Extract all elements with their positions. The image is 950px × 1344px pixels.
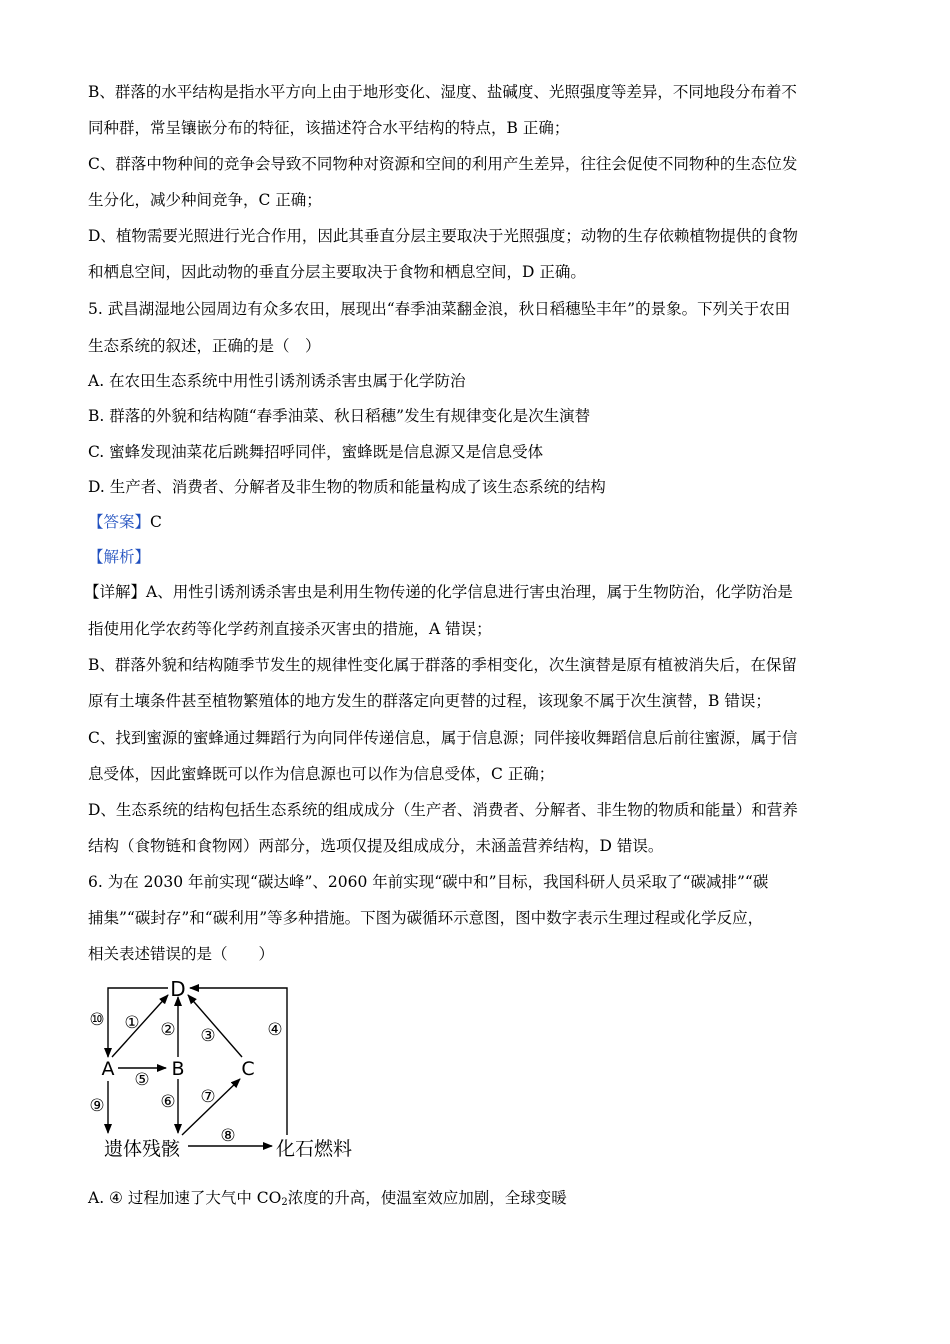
text-line: 生分化，减少种间竞争，C 正确； [88, 191, 322, 209]
option-c: C. 蜜蜂发现油菜花后跳舞招呼同伴，蜜蜂既是信息源又是信息受体 [88, 443, 544, 461]
option-a-text: A. ④ 过程加速了大气中 CO [88, 1189, 282, 1207]
node-a: A [101, 1058, 115, 1080]
option-a: A. 在农田生态系统中用性引诱剂诱杀害虫属于化学防治 [88, 372, 466, 390]
node-d: D [170, 977, 186, 1001]
question-6-stem-cont: 捕集”“碳封存”和“碳利用”等多种措施。下图为碳循环示意图，图中数字表示生理过程或化学反应， [88, 909, 764, 927]
co2-subscript: 2 [281, 1197, 288, 1208]
text-line: 指使用化学农药等化学药剂直接杀灭害虫的措施，A 错误； [88, 620, 492, 638]
question-5-stem-cont: 生态系统的叙述，正确的是（ ） [88, 337, 321, 355]
analysis-tag: 【解析】 [88, 548, 151, 566]
answer-value: C [150, 513, 162, 531]
text-line: D、生态系统的结构包括生态系统的组成成分（生产者、消费者、分解者、非生物的物质和能量）和营养 [88, 801, 798, 819]
text-line: 息受体，因此蜜蜂既可以作为信息源也可以作为信息受体，C 正确； [88, 765, 555, 783]
label-2: ② [160, 1020, 176, 1040]
node-remains: 遗体残骸 [103, 1138, 181, 1160]
label-5: ⑤ [134, 1070, 150, 1090]
analysis-line [88, 547, 150, 567]
question-6-option-a [88, 1188, 567, 1213]
label-9: ⑨ [89, 1096, 105, 1116]
node-b: B [171, 1058, 185, 1080]
text-line: B、群落外貌和结构随季节发生的规律性变化属于群落的季相变化，次生演替是原有植被消失后，在保留 [88, 656, 797, 674]
text-line: 和栖息空间，因此动物的垂直分层主要取决于食物和栖息空间，D 正确。 [88, 263, 586, 281]
node-fossil-fuel: 化石燃料 [275, 1138, 353, 1160]
text-line: 原有土壤条件甚至植物繁殖体的地方发生的群落定向更替的过程，该现象不属于次生演替，B 错误； [88, 692, 771, 710]
label-4: ④ [267, 1020, 283, 1040]
label-1: ① [124, 1013, 140, 1033]
answer-line [88, 512, 162, 532]
question-6-stem: 6. 为在 2030 年前实现“碳达峰”、2060 年前实现“碳中和”目标，我国科研人员采取了“碳减排”“碳 [88, 873, 769, 891]
detail-tag: 【详解】 [84, 583, 147, 601]
label-7: ⑦ [200, 1087, 216, 1107]
node-c: C [241, 1058, 255, 1080]
option-d: D. 生产者、消费者、分解者及非生物的物质和能量构成了该生态系统的结构 [88, 478, 606, 496]
text-line: B、群落的水平结构是指水平方向上由于地形变化、湿度、盐碱度、光照强度等差异，不同地段分布着不 [88, 83, 797, 101]
text-line: 同种群，常呈镶嵌分布的特征，该描述符合水平结构的特点，B 正确； [88, 119, 570, 137]
carbon-cycle-diagram [80, 975, 370, 1165]
text-line: C、找到蜜源的蜜蜂通过舞蹈行为向同伴传递信息，属于信息源；同伴接收舞蹈信息后前往蜜源，属于信 [88, 729, 798, 747]
label-8: ⑧ [220, 1126, 236, 1146]
question-6-stem-cont: 相关表述错误的是（ ） [88, 945, 275, 963]
answer-tag: 【答案】 [88, 513, 151, 531]
text-line: C、群落中物种间的竞争会导致不同物种对资源和空间的利用产生差异，往往会促使不同物种的生态位发 [88, 155, 798, 173]
label-6: ⑥ [160, 1092, 176, 1112]
option-a-text-cont: 浓度的升高，使温室效应加剧，全球变暖 [287, 1189, 567, 1207]
option-b: B. 群落的外貌和结构随“春季油菜、秋日稻穗”发生有规律变化是次生演替 [88, 407, 591, 425]
question-5-stem: 5. 武昌湖湿地公园周边有众多农田，展现出“春季油菜翻金浪，秋日稻穗坠丰年”的景象。下列关于农田 [88, 300, 791, 318]
text-line: D、植物需要光照进行光合作用，因此其垂直分层主要取决于光照强度；动物的生存依赖植物提供的食物 [88, 227, 798, 245]
text-line: 结构（食物链和食物网）两部分，选项仅提及组成成分，未涵盖营养结构，D 错误。 [88, 837, 664, 855]
label-3: ③ [200, 1026, 216, 1046]
detail-line [84, 582, 793, 602]
detail-text: A、用性引诱剂诱杀害虫是利用生物传递的化学信息进行害虫治理，属于生物防治，化学防治是 [146, 583, 793, 601]
label-10: ⑩ [89, 1010, 105, 1030]
